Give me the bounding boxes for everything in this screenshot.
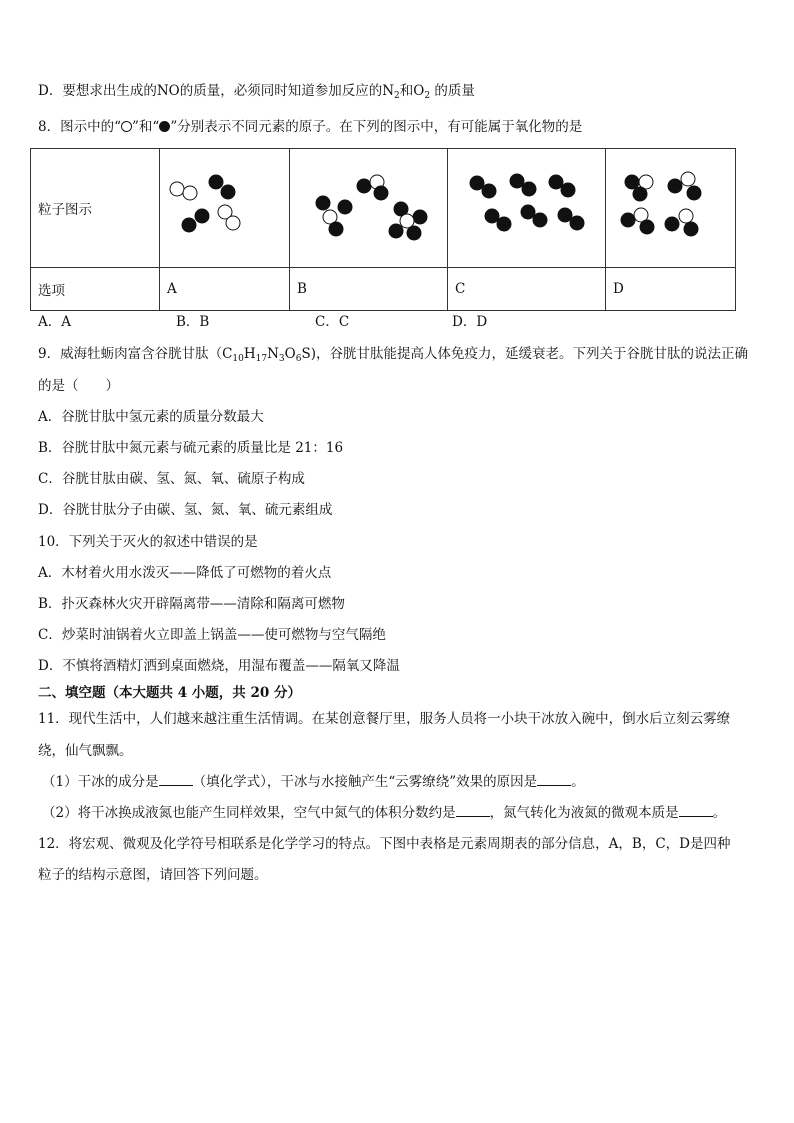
option-cell-a: A	[160, 268, 290, 311]
q11-part2: （2）将干冰换成液氮也能产生同样效果，空气中氮气的体积分数约是 ，氮气转化为液氮的微观本质是 。	[42, 805, 727, 821]
q9-stem-line2: 的是（ ）	[38, 378, 119, 394]
q8-choice-b[interactable]: B．B	[176, 314, 210, 330]
q11-stem-line2: 绕，仙气飘飘。	[38, 743, 133, 759]
q8-choice-a[interactable]: A．A	[38, 314, 71, 330]
particle-diagram-d	[606, 149, 735, 263]
option-cell-c: C	[448, 268, 606, 311]
q11-part1: （1）干冰的成分是 （填化学式），干冰与水接触产生“云雾缭绕”效果的原因是 。	[42, 774, 585, 790]
q10-option-d[interactable]: D．不慎将酒精灯洒到桌面燃烧，用湿布覆盖——隔氧又降温	[38, 658, 400, 674]
q10-option-c[interactable]: C．炒菜时油锅着火立即盖上锅盖——使可燃物与空气隔绝	[38, 627, 386, 643]
q12-stem-line1: 12．将宏观、微观及化学符号相联系是化学学习的特点。下图中表格是元素周期表的部分信息，A，B，C，D是四种	[38, 836, 731, 852]
q12-stem-line2: 粒子的结构示意图，请回答下列问题。	[38, 867, 268, 883]
q11-stem-line1: 11．现代生活中，人们越来越注重生活情调。在某创意餐厅里，服务人员将一小块干冰放入碗中，倒水后立刻云雾缭	[38, 711, 731, 727]
q8-stem: 8．图示中的“ ”和“ ”分别表示不同元素的原子。在下列的图示中，有可能属于氧化物的是	[38, 119, 583, 135]
diagram-c	[448, 149, 606, 268]
row-label-option: 选项	[31, 268, 160, 311]
answer-blank[interactable]	[456, 804, 490, 817]
q9-option-a[interactable]: A．谷胱甘肽中氢元素的质量分数最大	[38, 409, 264, 425]
solid-atom-icon	[159, 121, 170, 132]
particle-diagram-b	[290, 149, 447, 263]
particle-table	[30, 148, 736, 311]
option-cell-b: B	[290, 268, 448, 311]
answer-blank[interactable]	[679, 804, 713, 817]
row-label-particles: 粒子图示	[31, 149, 160, 268]
option-cell-d: D	[606, 268, 736, 311]
answer-blank[interactable]	[537, 773, 571, 786]
section-heading: 二、填空题（本大题共 4 小题，共 20 分）	[38, 685, 301, 701]
answer-blank[interactable]	[159, 773, 193, 786]
open-atom-icon	[121, 121, 132, 132]
q10-stem: 10．下列关于灭火的叙述中错误的是	[38, 534, 258, 550]
diagram-b	[290, 149, 448, 268]
q8-choice-c[interactable]: C．C	[315, 314, 350, 330]
particle-diagram-c	[448, 149, 605, 263]
q8-choice-d[interactable]: D．D	[452, 314, 488, 330]
q10-option-b[interactable]: B．扑灭森林火灾开辟隔离带——清除和隔离可燃物	[38, 596, 345, 612]
q10-option-a[interactable]: A．木材着火用水泼灭——降低了可燃物的着火点	[38, 565, 332, 581]
diagram-d	[606, 149, 736, 268]
diagram-a	[160, 149, 290, 268]
q9-option-d[interactable]: D．谷胱甘肽分子由碳、氢、氮、氧、硫元素组成	[38, 502, 333, 518]
q7-option-d: D．要想求出生成的NO的质量，必须同时知道参加反应的$N_2$和$O_2$ 的质量	[38, 83, 475, 101]
particle-diagram-a	[160, 149, 289, 263]
q9-option-c[interactable]: C．谷胱甘肽由碳、氢、氮、氧、硫原子构成	[38, 471, 305, 487]
q9-stem: 9．威海牡蛎肉富含谷胱甘肽$(C_{10}H_{17}N_3O_6S)$，谷胱甘肽能提高人体免疫力，延缓衰老。下列关于谷胱甘肽的说法正确	[38, 346, 748, 364]
q9-option-b[interactable]: B．谷胱甘肽中氮元素与硫元素的质量比是 21：16	[38, 440, 344, 456]
